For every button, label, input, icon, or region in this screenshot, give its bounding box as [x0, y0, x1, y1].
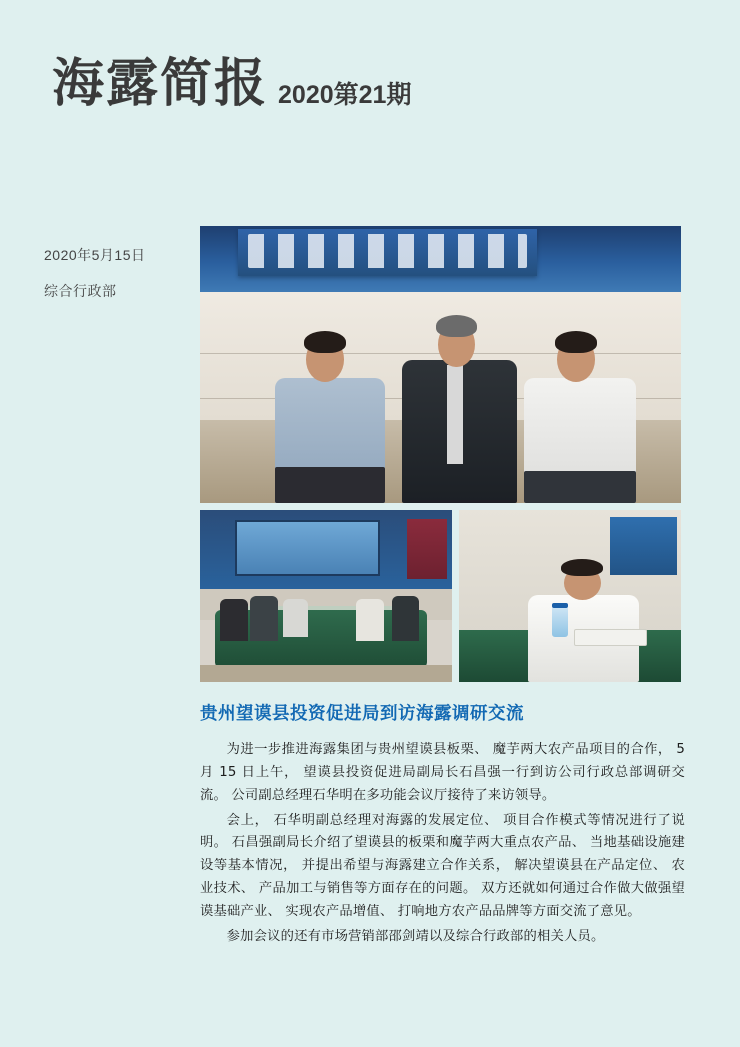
photo-attendee [392, 596, 420, 641]
photo-banner-text [248, 234, 527, 267]
article-paragraph: 参加会议的还有市场营销部邵剑靖以及综合行政部的相关人员。 [226, 928, 605, 944]
photo-meeting-room [200, 510, 452, 682]
article-title: 贵州望谟县投资促进局到访海露调研交流 [200, 704, 524, 724]
masthead [52, 54, 412, 114]
photo-person-left [267, 301, 392, 503]
photo-person-center [397, 287, 522, 503]
photo-projection-screen [235, 520, 380, 576]
article-body [200, 739, 685, 949]
photo-person-hair [304, 331, 347, 353]
photo-group-portrait [200, 226, 681, 503]
photo-water-bottle [552, 606, 568, 637]
page-title: 海露简报 [52, 54, 269, 114]
page-header [0, 0, 740, 196]
photo-person-trousers [275, 467, 385, 503]
photo-person-hair [561, 559, 603, 576]
article-paragraph: 会上， 石华明副总经理对海露的发展定位、 项目合作模式等情况进行了说明。 石昌强副局长介绍了望谟县的板栗和魔芋两大重点农产品、 当地基础设施建设等基本情况， 并提出希望与海露建立合作关系， 解决望谟县在产品定位、 农业技术、 产品加工与销售等方面存在的问题。 双方还就如何通过合作做大做强望谟基础产业、 实现农产品增值、 打响地方农产品品牌等方面交流了意见。 [200, 812, 685, 920]
department-label: 综合行政部 [44, 283, 117, 299]
photo-room-floor [200, 665, 452, 682]
photo-person-shirt-front [447, 365, 463, 464]
article [200, 700, 685, 951]
photo-attendee [283, 599, 308, 637]
photo-person-hair [436, 315, 477, 337]
photo-seated-speaker [459, 510, 681, 682]
meta-column [44, 245, 194, 301]
photo-bottle-cap [552, 603, 568, 608]
photo-person-right [517, 301, 642, 503]
photo-person-trousers [524, 471, 637, 503]
photo-attendee [356, 599, 384, 640]
photo-attendee [250, 596, 278, 641]
photo-attendee [220, 599, 248, 640]
article-paragraph: 为进一步推进海露集团与贵州望谟县板栗、 魔芋两大农产品项目的合作， 5 月 15 日上午， 望谟县投资促进局副局长石昌强一行到访公司行政总部调研交流。 公司副总经理石华明在多功能会议厅接待了来访领导。 [200, 742, 685, 803]
publish-date: 2020年5月15日 [44, 247, 146, 263]
photo-person-hair [555, 331, 598, 353]
photo-person-seated [526, 541, 641, 682]
photo-notebook [574, 629, 647, 646]
issue-label: 2020第21期 [278, 81, 412, 109]
photo-side-panel [407, 519, 447, 579]
